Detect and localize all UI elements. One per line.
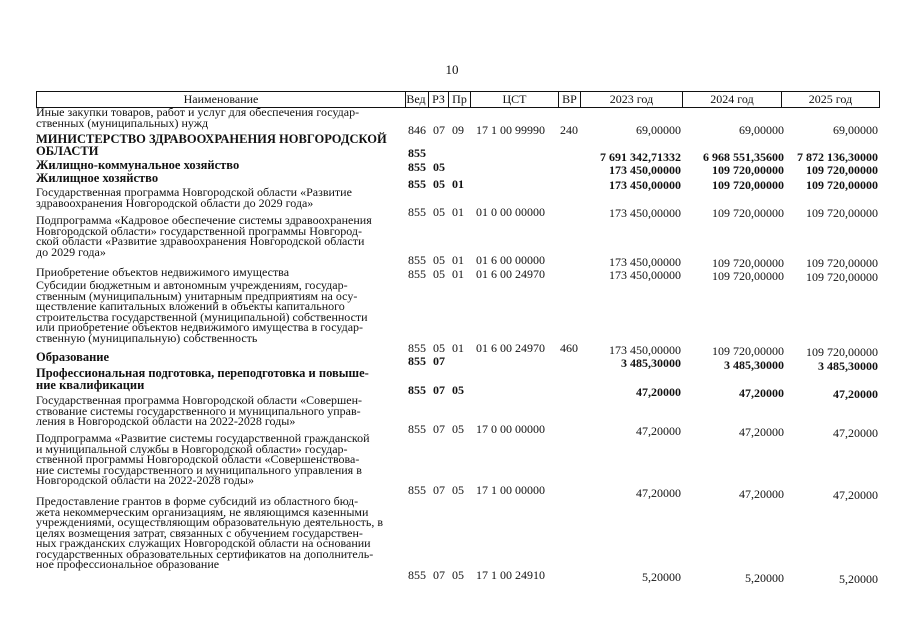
row-2024: 47,20000 xyxy=(739,487,784,501)
row-ved: 855 xyxy=(408,253,426,267)
header-rz: РЗ xyxy=(429,91,449,108)
header-2024: 2024 год xyxy=(683,91,782,108)
header-vr: ВР xyxy=(559,91,581,108)
page-number: 10 xyxy=(445,62,459,77)
row-2025: 109 720,00000 xyxy=(806,163,878,177)
row-rz: 07 xyxy=(433,123,445,137)
row-2025: 109 720,00000 xyxy=(806,256,878,270)
row-2023: 47,20000 xyxy=(636,424,681,438)
row-pr: 01 xyxy=(452,205,464,219)
row-2025: 109 720,00000 xyxy=(806,270,878,284)
row-rz: 05 xyxy=(433,253,445,267)
row-cst: 17 1 00 24910 xyxy=(476,568,545,582)
header-pr: Пр xyxy=(449,91,471,108)
row-2023: 69,00000 xyxy=(636,123,681,137)
row-vr: 460 xyxy=(560,341,578,355)
row-2023: 173 450,00000 xyxy=(609,206,681,220)
header-name: Наименование xyxy=(36,91,406,108)
row-cst: 17 1 00 00000 xyxy=(476,483,545,497)
header-ved: Вед xyxy=(404,91,429,108)
row-rz: 05 xyxy=(433,177,445,191)
row-2023: 173 450,00000 xyxy=(609,268,681,282)
row-2023: 173 450,00000 xyxy=(609,255,681,269)
row-ved: 846 xyxy=(408,123,426,137)
row-rz: 07 xyxy=(433,422,445,436)
row-ved: 855 xyxy=(408,422,426,436)
row-pr: 05 xyxy=(452,383,464,397)
row-2024: 47,20000 xyxy=(739,386,784,400)
row-2025: 109 720,00000 xyxy=(806,178,878,192)
row-ved: 855 xyxy=(408,146,426,160)
row-2023: 173 450,00000 xyxy=(609,163,681,177)
row-name: Государственная программа Новгородской области «Развитие здравоохранения Новгородской области до 2029 года» xyxy=(36,185,352,210)
row-2023: 47,20000 xyxy=(636,385,681,399)
row-pr: 05 xyxy=(452,422,464,436)
row-name: Профессиональная подготовка, переподготовка и повыше- ние квалификации xyxy=(36,366,369,392)
row-ved: 855 xyxy=(408,160,426,174)
row-name: Государственная программа Новгородской области «Совершен- ствование системы государственного и муниципального управ- ления в Новгородской области на 2022-2028 годы» xyxy=(36,393,363,428)
row-2025: 69,00000 xyxy=(833,123,878,137)
row-cst: 01 0 00 00000 xyxy=(476,205,545,219)
row-2024: 109 720,00000 xyxy=(712,344,784,358)
row-cst: 01 6 00 24970 xyxy=(476,341,545,355)
row-2025: 5,20000 xyxy=(839,572,878,586)
row-rz: 05 xyxy=(433,267,445,281)
row-cst: 17 1 00 99990 xyxy=(476,123,545,137)
row-2024: 6 968 551,35600 xyxy=(703,150,784,164)
row-vr: 240 xyxy=(560,123,578,137)
header-cst: ЦСТ xyxy=(471,91,559,108)
row-2024: 109 720,00000 xyxy=(712,163,784,177)
row-rz: 05 xyxy=(433,205,445,219)
row-2023: 173 450,00000 xyxy=(609,343,681,357)
row-name: Приобретение объектов недвижимого имущества xyxy=(36,265,290,279)
row-rz: 07 xyxy=(433,483,445,497)
row-2024: 69,00000 xyxy=(739,123,784,137)
row-ved: 855 xyxy=(408,341,426,355)
row-2025: 109 720,00000 xyxy=(806,206,878,220)
row-ved: 855 xyxy=(408,354,426,368)
row-name: Предоставление грантов в форме субсидий из областного бюд- жета некоммерческим организациям, не являющимся казенными учреждениями, осуществляющим образовательную деятельность, в целях возмещения затрат, связанных с обучением государствен- ных гражданских служащих Новгородской области на основании государственных образовательных сертификатов на дополнитель- ное профессиональное образование xyxy=(36,494,384,571)
row-2024: 109 720,00000 xyxy=(712,256,784,270)
row-2024: 3 485,30000 xyxy=(724,358,784,372)
row-name: Образование xyxy=(36,350,110,364)
row-2023: 47,20000 xyxy=(636,486,681,500)
row-pr: 05 xyxy=(452,483,464,497)
row-pr: 09 xyxy=(452,123,464,137)
row-2024: 47,20000 xyxy=(739,425,784,439)
row-2023: 7 691 342,71332 xyxy=(600,150,681,164)
row-2023: 173 450,00000 xyxy=(609,178,681,192)
row-rz: 07 xyxy=(433,383,445,397)
row-2023: 5,20000 xyxy=(642,570,681,584)
row-2025: 47,20000 xyxy=(833,387,878,401)
row-2025: 3 485,30000 xyxy=(818,359,878,373)
row-name: МИНИСТЕРСТВО ЗДРАВООХРАНЕНИЯ НОВГОРОДСКОЙ ОБЛАСТИ xyxy=(36,132,387,158)
row-ved: 855 xyxy=(408,267,426,281)
row-name: Жилищно-коммунальное хозяйство xyxy=(36,158,240,172)
row-name: Подпрограмма «Кадровое обеспечение системы здравоохранения Новгородской области» государственной программы Новгород- ской области «Развитие здравоохранения Новгородской области до 2029 года» xyxy=(36,213,372,259)
row-ved: 855 xyxy=(408,568,426,582)
row-pr: 01 xyxy=(452,267,464,281)
row-name: Жилищное хозяйство xyxy=(36,171,159,185)
row-2024: 109 720,00000 xyxy=(712,206,784,220)
row-rz: 07 xyxy=(433,568,445,582)
row-rz: 05 xyxy=(433,341,445,355)
row-2024: 5,20000 xyxy=(745,571,784,585)
row-name: Подпрограмма «Развитие системы государственной гражданской и муниципальной службы в Новгородской области» государ- ственной программы Новгородской области «Совершенствова- ние системы государственного и муниципального управления в Новгородской области на 2022-2028 годы» xyxy=(36,431,370,487)
row-pr: 01 xyxy=(452,253,464,267)
header-2025: 2025 год xyxy=(782,91,880,108)
row-rz: 07 xyxy=(433,354,445,368)
header-2023: 2023 год xyxy=(581,91,683,108)
row-name: Иные закупки товаров, работ и услуг для обеспечения государ- ственных (муниципальных) нужд xyxy=(36,105,360,130)
row-cst: 17 0 00 00000 xyxy=(476,422,545,436)
row-2023: 3 485,30000 xyxy=(621,356,681,370)
row-2025: 109 720,00000 xyxy=(806,345,878,359)
row-cst: 01 6 00 00000 xyxy=(476,253,545,267)
row-rz: 05 xyxy=(433,160,445,174)
row-2025: 7 872 136,30000 xyxy=(797,150,878,164)
row-2024: 109 720,00000 xyxy=(712,178,784,192)
row-cst: 01 6 00 24970 xyxy=(476,267,545,281)
row-name: Субсидии бюджетным и автономным учреждениям, государ- ственным (муниципальным) унитарным предприятиям на осу- ществление капитальных вложений в объекты капитального строительства государственной (муниципальной) собственности или приобретение объектов недвижимого имущества в государ- ственную (муниципальную) собственность xyxy=(36,278,368,345)
row-ved: 855 xyxy=(408,383,426,397)
row-2025: 47,20000 xyxy=(833,488,878,502)
row-ved: 855 xyxy=(408,205,426,219)
row-pr: 05 xyxy=(452,568,464,582)
row-pr: 01 xyxy=(452,177,464,191)
row-2024: 109 720,00000 xyxy=(712,269,784,283)
row-pr: 01 xyxy=(452,341,464,355)
row-ved: 855 xyxy=(408,177,426,191)
row-ved: 855 xyxy=(408,483,426,497)
row-2025: 47,20000 xyxy=(833,426,878,440)
